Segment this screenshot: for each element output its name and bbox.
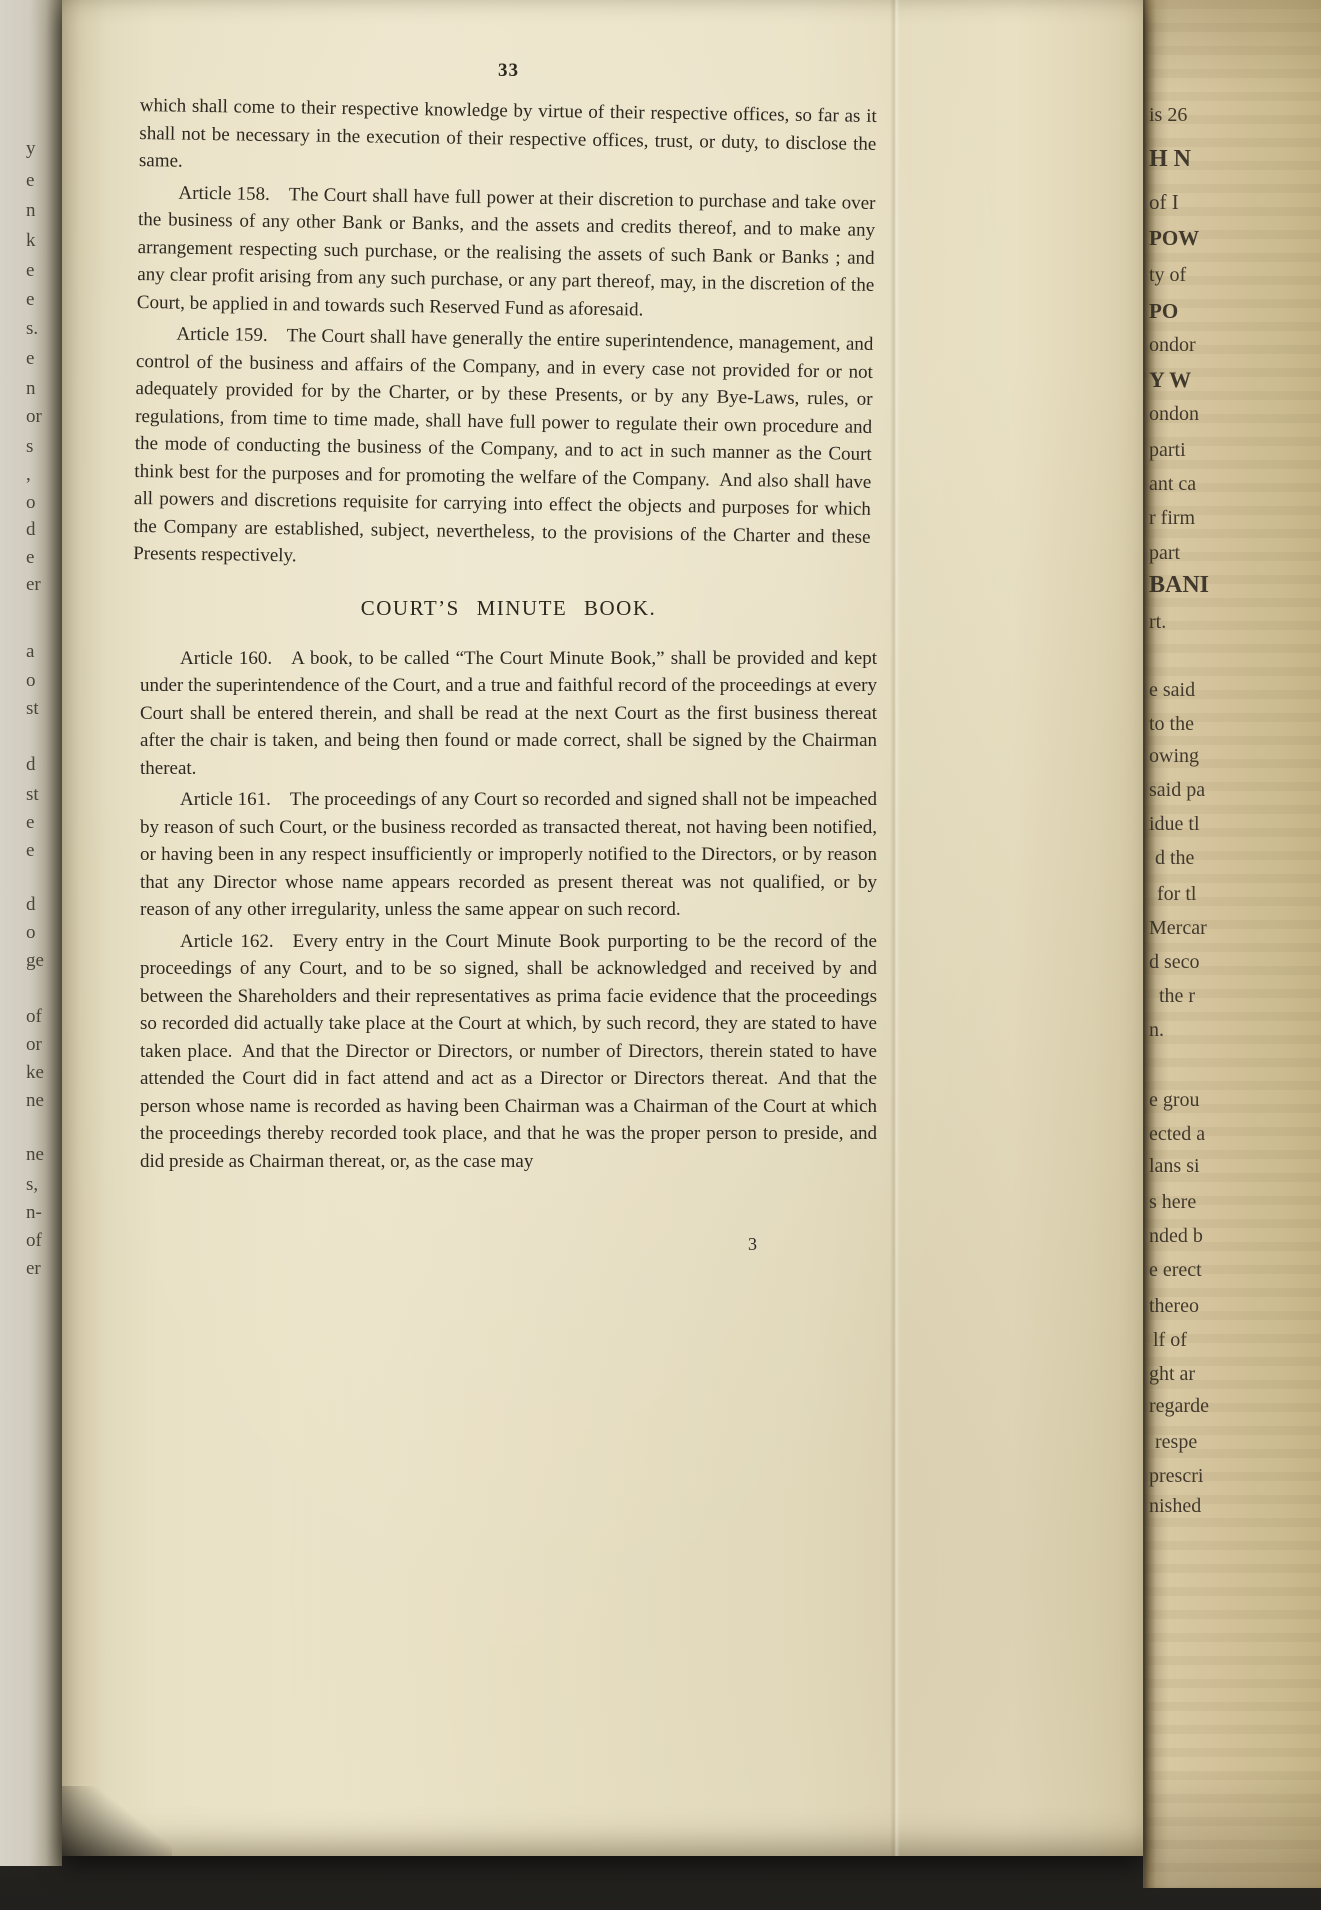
edge-text-fragment: ondor (1149, 334, 1196, 356)
facing-page-text-fragment: o (26, 922, 36, 943)
edge-text-fragment: owing (1149, 745, 1199, 767)
facing-page-text-fragment: of (26, 1230, 42, 1251)
edge-text-fragment: lans si (1149, 1155, 1200, 1177)
edge-text-fragment: PO (1149, 299, 1179, 323)
underlying-page-edges (1143, 0, 1321, 1888)
facing-page-text-fragment: , (26, 464, 31, 485)
section-heading: COURT’S MINUTE BOOK. (360, 595, 657, 620)
paragraph-group-bottom (140, 645, 877, 1176)
edge-text-fragment: regarde (1149, 1395, 1209, 1417)
paragraph-group-top (133, 92, 877, 578)
edge-text-fragment: said pa (1149, 779, 1206, 801)
facing-page-text-fragment: d (26, 519, 36, 540)
facing-page-text-fragment: n (26, 378, 36, 399)
facing-page-text-fragment: or (26, 1034, 42, 1055)
edge-text-fragment: e said (1149, 679, 1196, 701)
facing-page-text-fragment: e (26, 170, 35, 191)
facing-page-text-fragment: s (26, 436, 34, 457)
edge-text-fragment: parti (1149, 439, 1186, 461)
edge-text-fragment: ty of (1149, 264, 1187, 286)
facing-page-text-fragment: or (26, 406, 42, 427)
edge-text-fragment: d the (1155, 847, 1195, 869)
facing-page-text-fragment: d (26, 754, 36, 775)
edge-text-fragment: the r (1159, 985, 1196, 1007)
facing-page-text-fragment: er (26, 1258, 41, 1279)
edge-text-fragment: ondon (1149, 403, 1199, 425)
edge-text-fragment: respe (1155, 1431, 1198, 1453)
paragraph: which shall come to their respective knowledge by virtue of their respective offices, so far as it shall not be necessary in the execution of their respective offices, trust, or duty, to disclose the same. (138, 94, 877, 172)
edge-text-fragment: s here (1149, 1191, 1197, 1213)
book-page (62, 0, 1143, 1856)
paragraph: Article 161. The proceedings of any Court so recorded and signed shall not be impeached by reason of such Court, or the business recorded as transacted thereat, not having been notified, or having been in any respect insufficiently or improperly notified to the Directors, or by reason that any Director whose name appears recorded as present thereat was not qualified, or by reason of any other irregularity, unless the same appear on such record. (140, 789, 877, 920)
edge-text-fragment: e grou (1149, 1089, 1200, 1111)
facing-page-text-fragment: ge (26, 950, 44, 971)
facing-page-text-fragment: o (26, 670, 36, 691)
edge-text-fragment: prescri (1149, 1465, 1204, 1487)
facing-page-text-fragment: e (26, 547, 35, 568)
edge-text-fragment: nded b (1149, 1225, 1203, 1247)
text-block (132, 92, 878, 1179)
page-number: 33 (498, 60, 519, 81)
signature-mark: 3 (748, 1234, 757, 1254)
edge-text-fragment: ected a (1149, 1123, 1206, 1145)
edge-fragment-column (1145, 0, 1321, 1888)
paragraph: Article 160. A book, to be called “The Court Minute Book,” shall be provided and kept under the superintendence of the Court, and a true and faithful record of the proceedings at every Court shall be entered therein, and shall be read at the next Court as the first business thereat after the chair is taken, and being then found or made correct, shall be signed by the Chairman thereat. (140, 647, 878, 779)
edge-text-fragment: thereo (1149, 1295, 1199, 1317)
edge-text-fragment: lf of (1153, 1329, 1187, 1351)
facing-page-text-fragment: n- (26, 1202, 42, 1223)
facing-page-text-fragment: y (26, 138, 36, 159)
edge-text-fragment: r firm (1149, 507, 1196, 529)
edge-text-fragment: idue tl (1149, 813, 1200, 835)
facing-page-text-fragment: s, (26, 1174, 39, 1195)
facing-page-text-fragment: of (26, 1006, 42, 1027)
facing-page-text-fragment: ne (26, 1090, 44, 1111)
facing-page-text-fragment: o (26, 492, 36, 513)
paragraph: Article 162. Every entry in the Court Minute Book purporting to be the record of the proceedings of any Court, and to be so signed, shall be acknowledged and received by and between the Shareholders and their representatives as prima facie evidence that the proceedings so recorded did actually take place at the Court at which, by such record, they are stated to have taken place. And that the Director or Directors, or number of Directors, therein stated to have attended the Court did in fact attend and act as a Director or Directors thereat. And that the person whose name is recorded as having been Chairman was a Chairman of the Court at which the proceedings thereby recorded took place, and that he was the proper person to preside, and did preside as Chairman thereat, or, as the case may (140, 930, 877, 1172)
paragraph: Article 159. The Court shall have generally the entire superintendence, management, and control of the business and affairs of the Company, and in every case not provided for or not adequately provided for by the Charter, or by these Presents, or by any Bye-Laws, rules, or regulations, from time to time made, shall have full power to regulate their own procedure and the mode of conducting the business of the Company, and to act in such manner as the Court think best for the purposes and for promoting the welfare of the Company. And also shall have all powers and discretions requisite for carrying into effect the objects and purposes for which the Company are established, subject, nevertheless, to the provisions of the Charter and these Presents respectively. (132, 323, 874, 567)
facing-page-text-fragment: ne (26, 1144, 44, 1165)
edge-text-fragment: part (1149, 542, 1181, 564)
edge-text-fragment: ant ca (1149, 473, 1197, 495)
facing-page-sliver (0, 0, 62, 1866)
bottom-left-shadow (62, 1786, 172, 1856)
edge-text-fragment: of I (1149, 190, 1179, 214)
edge-text-fragment: POW (1149, 226, 1200, 250)
edge-text-fragment: BANI (1149, 572, 1210, 598)
facing-page-text-fragment: n (26, 200, 36, 221)
facing-page-text-fragment: st (26, 784, 39, 805)
facing-page-text-fragment: e (26, 348, 35, 369)
edge-text-fragment: to the (1149, 713, 1194, 735)
edge-text-fragment: H N (1149, 146, 1191, 172)
edge-text-fragment: d seco (1149, 951, 1200, 973)
edge-text-fragment: is 26 (1149, 104, 1188, 126)
facing-page-fragment-column (22, 0, 60, 1866)
paragraph: Article 158. The Court shall have full power at their discretion to purchase and take over the business of any other Bank or Banks, and the assets and credits thereof, and to make any arrangement respecting such purchase, or the realising the assets of such Bank or Banks ; and any clear profit arising from any such purchase, or any part thereof, may, in the discretion of the Court, be applied in and towards such Reserved Fund as aforesaid. (136, 182, 876, 320)
edge-text-fragment: rt. (1149, 611, 1167, 633)
edge-text-fragment: nished (1149, 1495, 1202, 1517)
edge-text-fragment: n. (1149, 1019, 1164, 1041)
edge-text-fragment: ght ar (1149, 1363, 1196, 1385)
facing-page-text-fragment: st (26, 698, 39, 719)
edge-text-fragment: Mercar (1149, 917, 1207, 939)
facing-page-text-fragment: s. (26, 318, 39, 339)
facing-page-text-fragment: d (26, 894, 36, 915)
facing-page-text-fragment: e (26, 260, 35, 281)
facing-page-text-fragment: e (26, 289, 35, 310)
facing-page-text-fragment: a (26, 641, 35, 662)
facing-page-text-fragment: k (26, 230, 36, 251)
facing-page-text-fragment: ke (26, 1062, 44, 1083)
edge-text-fragment: e erect (1149, 1259, 1202, 1281)
page-crease (890, 0, 900, 1856)
edge-text-fragment: Y W (1149, 367, 1192, 392)
facing-page-text-fragment: er (26, 574, 41, 595)
facing-page-text-fragment: e (26, 812, 35, 833)
facing-page-text-fragment: e (26, 840, 35, 861)
edge-text-fragment: for tl (1157, 883, 1197, 905)
